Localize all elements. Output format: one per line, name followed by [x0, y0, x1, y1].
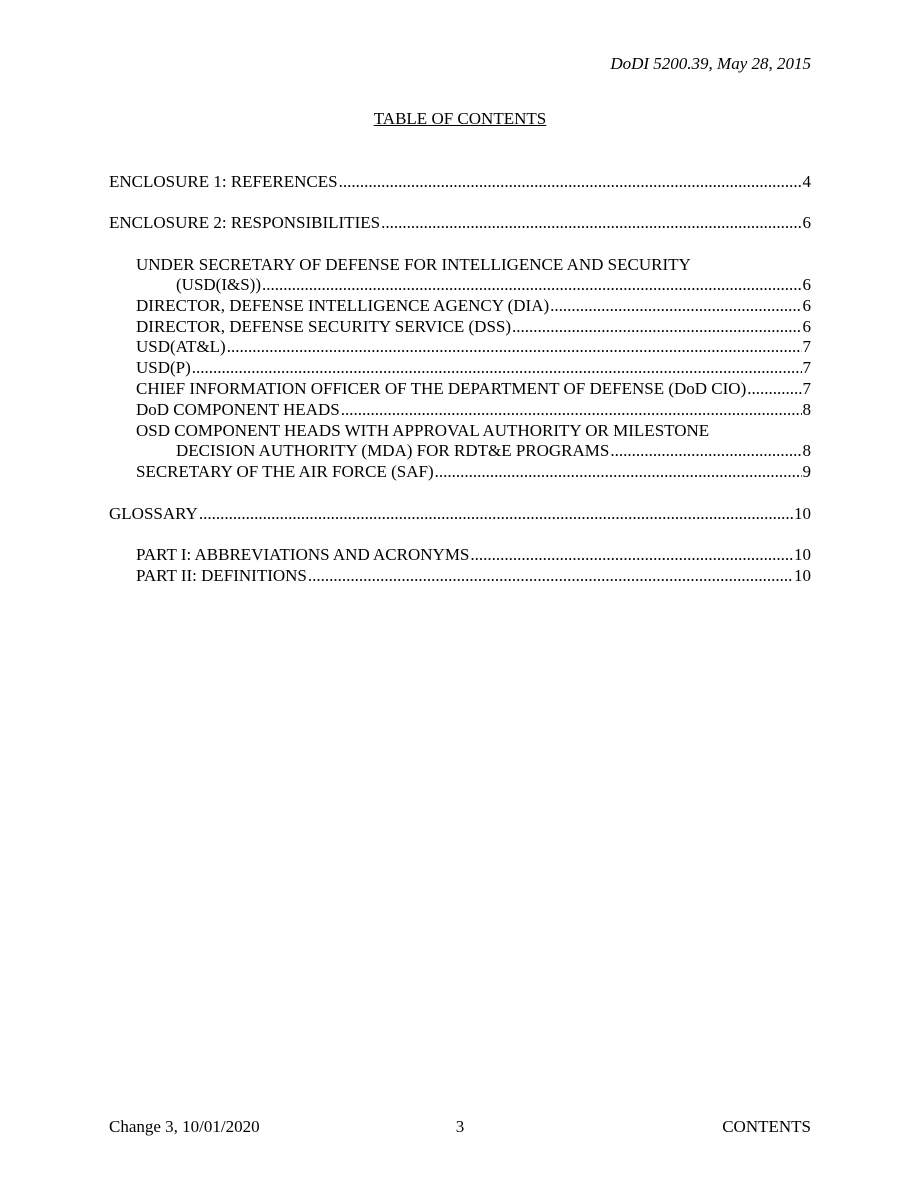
- dot-leader: [227, 337, 802, 357]
- toc-entry-usdis[interactable]: [176, 275, 811, 295]
- toc-entry-enclosure-2[interactable]: [109, 213, 811, 233]
- toc-entry-dia[interactable]: [136, 296, 811, 316]
- toc-entry-label: USD(AT&L): [136, 337, 226, 356]
- toc-entry-page: 4: [802, 172, 811, 191]
- dot-leader: [512, 317, 801, 337]
- toc-entry-page: 7: [802, 337, 811, 356]
- toc-entry-label: PART II: DEFINITIONS: [136, 566, 307, 585]
- dot-leader: [192, 358, 802, 378]
- toc-entry-page: 6: [802, 213, 811, 232]
- toc-entry-dodcio[interactable]: [136, 379, 811, 399]
- toc-entry-page: 10: [794, 545, 811, 564]
- toc-entry-page: 6: [802, 296, 811, 315]
- toc-entry-osd[interactable]: [176, 441, 811, 461]
- toc-entry-label: DoD COMPONENT HEADS: [136, 400, 340, 419]
- toc-entry-part-2[interactable]: [136, 566, 811, 586]
- dot-leader: [435, 462, 802, 482]
- toc-entry-page: 8: [802, 400, 811, 419]
- toc-entry-label: GLOSSARY: [109, 504, 198, 523]
- dot-leader: [747, 379, 801, 399]
- dot-leader: [339, 172, 802, 192]
- toc-entry-page: 6: [802, 317, 811, 336]
- toc-entry-usdp[interactable]: [136, 358, 811, 378]
- toc-entry-glossary[interactable]: [109, 504, 811, 524]
- toc-entry-page: 6: [802, 275, 811, 294]
- dot-leader: [341, 400, 802, 420]
- dot-leader: [550, 296, 801, 316]
- toc-entry-label: DIRECTOR, DEFENSE SECURITY SERVICE (DSS): [136, 317, 512, 336]
- toc-entry-page: 7: [802, 358, 811, 377]
- toc-title-text: TABLE OF CONTENTS: [373, 109, 547, 128]
- toc-entry-label: ENCLOSURE 2: RESPONSIBILITIES: [109, 213, 381, 232]
- toc-entry-usdis-line1: UNDER SECRETARY OF DEFENSE FOR INTELLIGENCE AND SECURITY: [136, 255, 691, 274]
- document-header: DoDI 5200.39, May 28, 2015: [610, 54, 811, 73]
- toc-entry-page: 8: [802, 441, 811, 460]
- toc-entry-label: ENCLOSURE 1: REFERENCES: [109, 172, 338, 191]
- dot-leader: [381, 213, 801, 233]
- footer-page-number: 3: [455, 1117, 465, 1136]
- toc-entry-label: DECISION AUTHORITY (MDA) FOR RDT&E PROGRAMS: [176, 441, 610, 460]
- footer-section: CONTENTS: [722, 1117, 811, 1136]
- toc-entry-enclosure-1[interactable]: [109, 172, 811, 192]
- toc-entry-page: 10: [794, 566, 811, 585]
- dot-leader: [470, 545, 793, 565]
- toc-entry-dss[interactable]: [136, 317, 811, 337]
- toc-entry-label: DIRECTOR, DEFENSE INTELLIGENCE AGENCY (DIA): [136, 296, 550, 315]
- toc-entry-saf[interactable]: [136, 462, 811, 482]
- toc-entry-dod-component-heads[interactable]: [136, 400, 811, 420]
- toc-title: [0, 109, 920, 129]
- toc-entry-page: 10: [794, 504, 811, 523]
- toc-entry-part-1[interactable]: [136, 545, 811, 565]
- toc-entry-label: USD(P): [136, 358, 191, 377]
- dot-leader: [308, 566, 793, 586]
- toc-entry-label: PART I: ABBREVIATIONS AND ACRONYMS: [136, 545, 470, 564]
- toc-entry-page: 7: [802, 379, 811, 398]
- toc-entry-label: CHIEF INFORMATION OFFICER OF THE DEPARTMENT OF DEFENSE (DoD CIO): [136, 379, 747, 398]
- dot-leader: [610, 441, 801, 461]
- dot-leader: [262, 275, 802, 295]
- toc-entry-osd-line1: OSD COMPONENT HEADS WITH APPROVAL AUTHORITY OR MILESTONE: [136, 421, 710, 440]
- toc-entry-label: SECRETARY OF THE AIR FORCE (SAF): [136, 462, 434, 481]
- toc-entry-label: (USD(I&S)): [176, 275, 261, 294]
- toc-entry-usdatl[interactable]: [136, 337, 811, 357]
- toc-entry-page: 9: [802, 462, 811, 481]
- dot-leader: [199, 504, 793, 524]
- footer-change-date: Change 3, 10/01/2020: [109, 1117, 260, 1136]
